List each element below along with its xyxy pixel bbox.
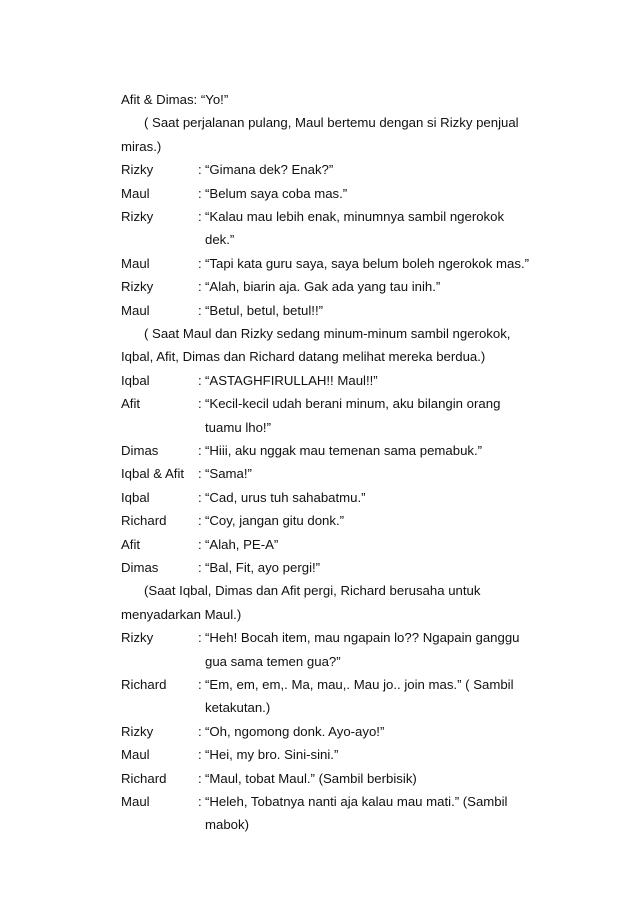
dialog-text-line: gua sama temen gua?” <box>205 653 341 669</box>
dialog-line <box>121 509 541 532</box>
dialog-text-line: “Coy, jangan gitu donk.” <box>205 513 345 529</box>
speaker-name: Maul <box>121 302 150 318</box>
dialog-line <box>121 369 541 392</box>
dialog-line <box>121 252 541 275</box>
dialog-text <box>205 182 541 205</box>
dialog-text <box>205 767 541 790</box>
dialog-text-line: “Bal, Fit, ayo pergi!” <box>205 559 321 575</box>
speaker-name: Dimas <box>121 559 159 575</box>
dialog-line <box>121 743 541 766</box>
dialog-text <box>205 533 541 556</box>
speaker-name: Maul <box>121 793 150 809</box>
dialog-text-line: “Betul, betul, betul!!” <box>205 302 324 318</box>
colon-separator: : <box>198 770 202 786</box>
dialog-text-line: “Hei, my bro. Sini-sini.” <box>205 747 339 763</box>
speaker-name: Richard <box>121 676 167 692</box>
dialog-text-line: “Sama!” <box>205 466 252 482</box>
dialog-text-line: “Alah, biarin aja. Gak ada yang tau inih.” <box>205 279 441 295</box>
dialog-line <box>121 720 541 743</box>
dialog-text <box>205 392 541 439</box>
dialog-text <box>205 743 541 766</box>
dialog-text <box>205 205 541 252</box>
dialog-line <box>121 533 541 556</box>
speaker-name: Rizky <box>121 630 154 646</box>
dialog-text-line: “Heh! Bocah item, mau ngapain lo?? Ngapain ganggu <box>205 630 520 646</box>
speaker-name: Maul <box>121 185 150 201</box>
speaker-name: Rizky <box>121 279 154 295</box>
dialog-line <box>121 462 541 485</box>
colon-separator: : <box>198 747 202 763</box>
colon-separator: : <box>198 466 202 482</box>
colon-separator: : <box>198 279 202 295</box>
colon-separator: : <box>198 208 202 224</box>
colon-separator: : <box>198 185 202 201</box>
speaker-name: Iqbal & Afit <box>121 466 185 482</box>
dialog-line <box>121 556 541 579</box>
colon-separator: : <box>198 793 202 809</box>
colon-separator: : <box>198 396 202 412</box>
speaker-name: Afit <box>121 396 141 412</box>
dialog-text <box>205 509 541 532</box>
text-line: menyadarkan Maul.) <box>121 606 242 622</box>
dialog-text <box>205 556 541 579</box>
dialog-line <box>121 392 541 439</box>
dialog-text-line: “Gimana dek? Enak?” <box>205 162 334 178</box>
dialog-text-line: “ASTAGHFIRULLAH!! Maul!!” <box>205 372 378 388</box>
dialog-text-line: dek.” <box>205 232 235 248</box>
script-page <box>121 88 541 837</box>
speaker-name: Rizky <box>121 208 154 224</box>
dialog-text-line: “Alah, PE-A” <box>205 536 279 552</box>
colon-separator: : <box>198 513 202 529</box>
dialog-text <box>205 720 541 743</box>
dialog-text-line: “Tapi kata guru saya, saya belum boleh ngerokok mas.” <box>205 255 529 271</box>
colon-separator: : <box>198 302 202 318</box>
speaker-name: Iqbal <box>121 489 150 505</box>
colon-separator: : <box>198 536 202 552</box>
colon-separator: : <box>198 255 202 271</box>
speaker-name: Maul <box>121 747 150 763</box>
stage-direction-start: ( Saat Maul dan Rizky sedang minum-minum sambil ngerokok, <box>144 325 511 341</box>
speaker-name: Rizky <box>121 162 154 178</box>
dialog-line <box>121 439 541 462</box>
speaker-name: Dimas <box>121 442 159 458</box>
dialog-line <box>121 673 541 720</box>
colon-separator: : <box>198 559 202 575</box>
dialog-text <box>205 275 541 298</box>
colon-separator: : <box>198 162 202 178</box>
dialog-text-line: “Kalau mau lebih enak, minumnya sambil ngerokok <box>205 208 505 224</box>
colon-separator: : <box>198 723 202 739</box>
dialog-line <box>121 486 541 509</box>
dialog-text-line: “Kecil-kecil udah berani minum, aku bilangin orang <box>205 396 501 412</box>
dialog-text <box>205 439 541 462</box>
stage-direction-start: ( Saat perjalanan pulang, Maul bertemu dengan si Rizky penjual <box>144 115 519 131</box>
dialog-text-line: “Oh, ngomong donk. Ayo-ayo!” <box>205 723 385 739</box>
colon-separator: : <box>198 372 202 388</box>
speaker-name: Richard <box>121 513 167 529</box>
speaker-name: Afit <box>121 536 141 552</box>
dialog-text <box>205 158 541 181</box>
dialog-text <box>205 486 541 509</box>
dialog-line <box>121 205 541 252</box>
dialog-text-line: “Hiii, aku nggak mau temenan sama pemabuk.” <box>205 442 483 458</box>
speaker-name: Richard <box>121 770 167 786</box>
dialog-text-line: “Maul, tobat Maul.” (Sambil berbisik) <box>205 770 417 786</box>
colon-separator: : <box>198 630 202 646</box>
dialog-text-line: “Cad, urus tuh sahabatmu.” <box>205 489 366 505</box>
text-line: Afit & Dimas: “Yo!” <box>121 92 229 107</box>
stage-direction-start: (Saat Iqbal, Dimas dan Afit pergi, Richard berusaha untuk <box>144 583 481 599</box>
colon-separator: : <box>198 676 202 692</box>
dialog-text <box>205 790 541 837</box>
dialog-text <box>205 462 541 485</box>
colon-separator: : <box>198 442 202 458</box>
dialog-line <box>121 767 541 790</box>
dialog-text <box>205 252 541 275</box>
speaker-name: Maul <box>121 255 150 271</box>
dialog-text-line: ketakutan.) <box>205 700 271 716</box>
dialog-line <box>121 790 541 837</box>
dialog-text <box>205 673 541 720</box>
dialog-text <box>205 299 541 322</box>
dialog-line <box>121 158 541 181</box>
dialog-line <box>121 299 541 322</box>
dialog-text-line: “Em, em, em,. Ma, mau,. Mau jo.. join mas.” ( Sambil <box>205 676 514 692</box>
dialog-line <box>121 626 541 673</box>
text-line: miras.) <box>121 138 162 154</box>
dialog-text-line: tuamu lho!” <box>205 419 271 435</box>
text-line: Iqbal, Afit, Dimas dan Richard datang melihat mereka berdua.) <box>121 349 486 365</box>
dialog-text-line: “Belum saya coba mas.” <box>205 185 348 201</box>
dialog-text <box>205 369 541 392</box>
dialog-line <box>121 275 541 298</box>
dialog-text-line: “Heleh, Tobatnya nanti aja kalau mau mati.” (Sambil <box>205 793 508 809</box>
colon-separator: : <box>198 489 202 505</box>
dialog-text <box>205 626 541 673</box>
speaker-name: Iqbal <box>121 372 150 388</box>
dialog-text-line: mabok) <box>205 817 249 833</box>
dialog-line <box>121 182 541 205</box>
speaker-name: Rizky <box>121 723 154 739</box>
